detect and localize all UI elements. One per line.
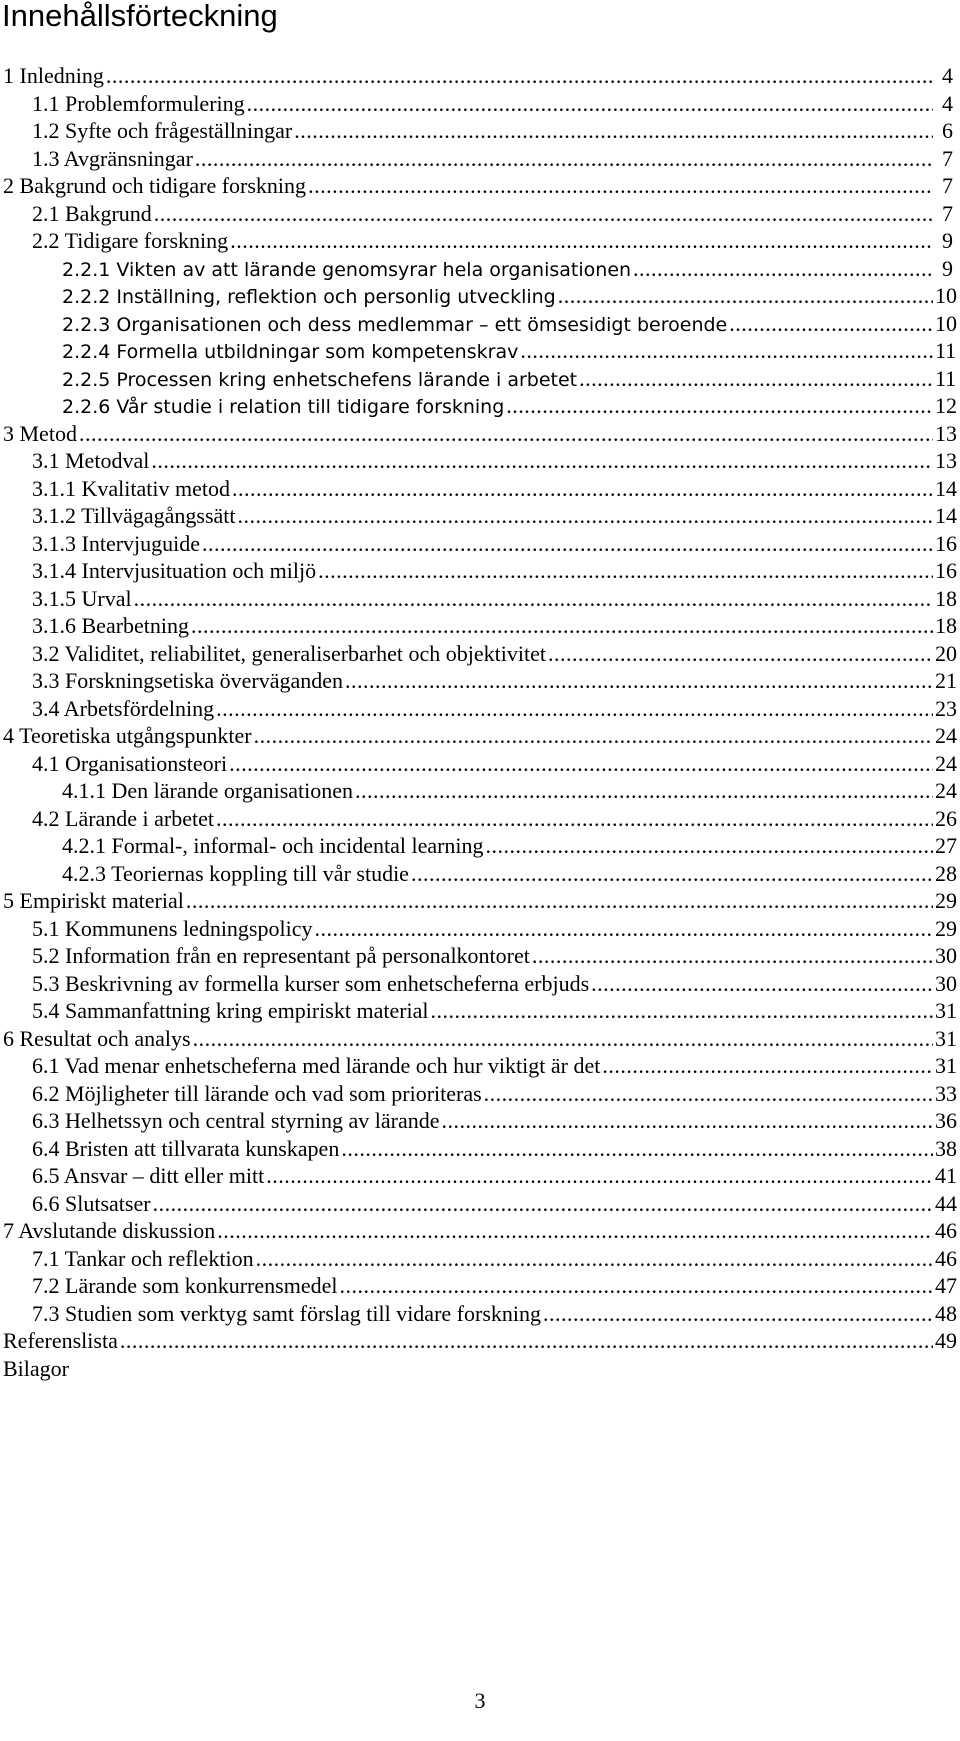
dot-leader [633, 255, 933, 283]
toc-entry-page: 27 [935, 833, 957, 858]
toc-entry-page: 11 [935, 338, 957, 363]
toc-entry[interactable] [0, 1355, 960, 1383]
toc-entry-page: 18 [935, 585, 957, 611]
toc-entry-title: 3 Metod [3, 420, 77, 446]
toc-entry-page: 14 [935, 475, 957, 501]
dot-leader [520, 337, 933, 365]
toc-entry[interactable] [0, 1300, 960, 1328]
toc-entry[interactable] [0, 530, 960, 558]
toc-entry[interactable] [0, 1217, 960, 1245]
dot-leader [345, 667, 933, 695]
dot-leader [339, 1272, 933, 1300]
toc-entry-title: 7.1 Tankar och reflektion [32, 1245, 254, 1271]
toc-entry-page: 13 [935, 420, 957, 446]
toc-entry[interactable] [0, 62, 960, 90]
toc-entry[interactable] [0, 557, 960, 585]
toc-entry[interactable] [0, 392, 960, 420]
toc-entry-title: 4.2 Lärande i arbetet [32, 805, 215, 831]
toc-entry-page: 24 [935, 778, 957, 803]
dot-leader [266, 1162, 933, 1190]
dot-leader [318, 557, 933, 585]
toc-entry[interactable] [0, 1052, 960, 1080]
toc-entry-title: 3.1.1 Kvalitativ metod [32, 475, 230, 501]
toc-entry[interactable] [0, 750, 960, 778]
dot-leader [193, 1025, 933, 1053]
dot-leader [411, 860, 933, 888]
toc-entry[interactable] [0, 612, 960, 640]
dot-leader [134, 585, 933, 613]
toc-entry-title: 2 Bakgrund och tidigare forskning [3, 173, 307, 198]
toc-entry-page: 10 [935, 283, 957, 308]
toc-entry-title: 3.1.4 Intervjusituation och miljö [32, 558, 317, 583]
toc-entry-page: 24 [935, 723, 957, 748]
toc-entry-page: 7 [942, 173, 953, 198]
toc-entry-page: 6 [942, 118, 953, 143]
toc-entry-page: 31 [935, 1025, 957, 1051]
toc-entry[interactable] [0, 310, 960, 338]
toc-entry-title: 4 Teoretiska utgångspunkter [3, 723, 252, 748]
toc-entry-page: 10 [935, 310, 957, 336]
toc-entry[interactable] [0, 695, 960, 723]
toc-entry-page: 4 [942, 90, 953, 116]
toc-entry[interactable] [0, 282, 960, 310]
toc-entry-title: 5.4 Sammanfattning kring empiriskt material [32, 998, 429, 1023]
toc-entry-page: 49 [935, 1328, 957, 1353]
toc-entry-title: 2.2.3 Organisationen och dess medlemmar – ett ömsesidigt beroende [62, 313, 728, 336]
toc-entry[interactable] [0, 640, 960, 668]
toc-entry-title: 6.2 Möjligheter till lärande och vad som prioriteras [32, 1080, 482, 1106]
dot-leader [153, 1190, 933, 1218]
toc-entry[interactable] [0, 1135, 960, 1163]
toc-entry[interactable] [0, 1190, 960, 1218]
toc-entry-page: 30 [935, 943, 957, 968]
toc-entry-page: 16 [935, 558, 957, 583]
toc-entry-page: 23 [935, 695, 957, 721]
toc-entry[interactable] [0, 832, 960, 860]
toc-entry-title: 2.2 Tidigare forskning [32, 228, 229, 253]
toc-entry-page: 12 [935, 393, 957, 418]
toc-entry-title: 2.2.5 Processen kring enhetschefens lärande i arbetet [62, 368, 578, 391]
toc-entry-title: 5.2 Information från en representant på personalkontoret [32, 943, 530, 968]
toc-entry-title: 5 Empiriskt material [3, 888, 184, 913]
dot-leader [216, 695, 933, 723]
toc-entry[interactable] [0, 860, 960, 888]
dot-leader [314, 915, 933, 943]
toc-entry-title: 5.3 Beskrivning av formella kurser som enhetscheferna erbjuds [32, 970, 590, 996]
toc-entry[interactable] [0, 420, 960, 448]
dot-leader [216, 805, 933, 833]
toc-entry-title: 6.5 Ansvar – ditt eller mitt [32, 1163, 265, 1188]
toc-entry-page: 9 [942, 228, 953, 253]
toc-entry-page: 29 [935, 888, 957, 913]
toc-entry-title: 7 Avslutande diskussion [3, 1218, 216, 1243]
dot-leader [151, 447, 933, 475]
toc-entry-page: 36 [935, 1108, 957, 1133]
toc-entry[interactable] [0, 1162, 960, 1190]
dot-leader [486, 832, 933, 860]
toc-entry[interactable] [0, 585, 960, 613]
toc-entry-title: 1.1 Problemformulering [32, 90, 245, 116]
toc-entry-page: 46 [935, 1218, 957, 1243]
toc-entry-page: 31 [935, 998, 957, 1023]
toc-entry[interactable] [0, 255, 960, 283]
toc-entry-title: 3.1.5 Urval [32, 585, 132, 611]
dot-leader [186, 887, 933, 915]
toc-entry-title: 1.3 Avgränsningar [32, 145, 193, 171]
toc-entry-title: 3.3 Forskningsetiska överväganden [32, 668, 343, 693]
toc-entry-title: 3.2 Validitet, reliabilitet, generaliserbarhet och objektivitet [32, 640, 546, 666]
toc-entry[interactable] [0, 117, 960, 145]
dot-leader [441, 1107, 933, 1135]
toc-entry[interactable] [0, 1080, 960, 1108]
dot-leader [195, 145, 933, 173]
toc-entry[interactable] [0, 1272, 960, 1300]
toc-entry-title: 3.1.2 Tillvägagångssätt [32, 503, 236, 528]
toc-entry[interactable] [0, 777, 960, 805]
toc-entry-title: 6.6 Slutsatser [32, 1190, 151, 1216]
toc-entry[interactable] [0, 337, 960, 365]
toc-entry-page: 7 [942, 145, 953, 171]
dot-leader [543, 1300, 933, 1328]
toc-entry-page: 44 [935, 1190, 957, 1216]
toc-entry[interactable] [0, 1025, 960, 1053]
dot-leader [484, 1080, 933, 1108]
toc-entry-page: 28 [935, 860, 957, 886]
toc-entry-page: 31 [935, 1053, 957, 1078]
toc-entry-title: 2.2.4 Formella utbildningar som kompetenskrav [62, 341, 519, 363]
toc-entry-title: 4.1 Organisationsteori [32, 750, 228, 776]
dot-leader [154, 200, 933, 228]
toc-entry[interactable] [0, 942, 960, 970]
toc-entry-title: 7.2 Lärande som konkurrensmedel [32, 1273, 338, 1298]
toc-entry-title: 2.2.2 Inställning, reflektion och personlig utveckling [62, 286, 556, 308]
toc-entry-page: 14 [935, 503, 957, 528]
dot-leader [558, 282, 933, 310]
toc-entry-page: 18 [935, 613, 957, 638]
dot-leader [217, 1217, 933, 1245]
toc-entry-title: 4.1.1 Den lärande organisationen [62, 778, 354, 803]
dot-leader [591, 970, 933, 998]
toc-entry-title: Bilagor [3, 1355, 69, 1381]
toc-entry[interactable] [0, 1327, 960, 1355]
page-number: 3 [474, 1688, 486, 1713]
toc-entry-page: 33 [935, 1080, 957, 1106]
toc-entry[interactable] [0, 502, 960, 530]
toc-entry-page: 30 [935, 970, 957, 996]
dot-leader [232, 475, 933, 503]
dot-leader [202, 530, 933, 558]
toc-entry-page: 26 [935, 805, 957, 831]
toc-entry[interactable] [0, 722, 960, 750]
toc-entry-title: 4.2.1 Formal-, informal- och incidental learning [62, 833, 484, 858]
dot-leader [506, 392, 933, 420]
toc-entry-title: 7.3 Studien som verktyg samt förslag till vidare forskning [32, 1300, 541, 1326]
toc-entry-page: 46 [935, 1245, 957, 1271]
toc-entry-title: 2.2.6 Vår studie i relation till tidigare forskning [62, 396, 505, 418]
toc-entry-page: 29 [935, 915, 957, 941]
toc-entry[interactable] [0, 172, 960, 200]
toc-entry-title: 1 Inledning [3, 63, 104, 88]
toc-entry-title: 3.1.3 Intervjuguide [32, 530, 201, 556]
toc-entry[interactable] [0, 667, 960, 695]
dot-leader [729, 310, 933, 338]
toc-entry-page: 7 [942, 200, 953, 226]
toc-entry-title: Referenslista [3, 1328, 118, 1353]
toc-entry-title: 3.1.6 Bearbetning [32, 613, 190, 638]
toc-entry-page: 13 [935, 448, 957, 473]
dot-leader [431, 997, 933, 1025]
page-title: Innehållsförteckning [2, 0, 278, 33]
toc-entry[interactable] [0, 970, 960, 998]
dot-leader [602, 1052, 933, 1080]
toc-entry-page: 9 [942, 255, 953, 281]
dot-leader [191, 612, 933, 640]
table-of-contents [0, 62, 960, 1382]
toc-entry-title: 2.2.1 Vikten av att lärande genomsyrar hela organisationen [62, 258, 632, 281]
toc-entry-title: 6 Resultat och analys [3, 1025, 191, 1051]
toc-entry-page: 21 [935, 668, 957, 693]
dot-leader [230, 227, 933, 255]
dot-leader [256, 1245, 933, 1273]
toc-entry-title: 6.4 Bristen att tillvarata kunskapen [32, 1135, 340, 1161]
toc-entry[interactable] [0, 997, 960, 1025]
dot-leader [79, 420, 933, 448]
toc-entry[interactable] [0, 1107, 960, 1135]
toc-entry[interactable] [0, 805, 960, 833]
dot-leader [254, 722, 933, 750]
toc-entry-title: 5.1 Kommunens ledningspolicy [32, 915, 313, 941]
toc-entry[interactable] [0, 447, 960, 475]
dot-leader [294, 117, 933, 145]
toc-entry-page: 41 [935, 1163, 957, 1188]
dot-leader [229, 750, 933, 778]
dot-leader [355, 777, 933, 805]
toc-entry[interactable] [0, 1245, 960, 1273]
toc-entry-page: 16 [935, 530, 957, 556]
toc-entry-page: 24 [935, 750, 957, 776]
toc-entry[interactable] [0, 90, 960, 118]
toc-entry-page: 47 [935, 1273, 957, 1298]
toc-entry[interactable] [0, 915, 960, 943]
dot-leader [308, 172, 933, 200]
toc-entry-page: 4 [942, 63, 953, 88]
toc-entry-title: 3.4 Arbetsfördelning [32, 695, 215, 721]
toc-entry[interactable] [0, 145, 960, 173]
toc-entry-title: 3.1 Metodval [32, 448, 150, 473]
toc-entry-page: 11 [935, 365, 957, 391]
toc-entry[interactable] [0, 227, 960, 255]
toc-entry-title: 4.2.3 Teoriernas koppling till vår studie [62, 860, 409, 886]
dot-leader [532, 942, 933, 970]
toc-entry-page: 48 [935, 1300, 957, 1326]
dot-leader [548, 640, 933, 668]
dot-leader [120, 1327, 933, 1355]
dot-leader [579, 365, 933, 393]
toc-entry[interactable] [0, 475, 960, 503]
toc-entry[interactable] [0, 200, 960, 228]
toc-entry-title: 6.1 Vad menar enhetscheferna med lärande och hur viktigt är det [32, 1053, 601, 1078]
toc-entry[interactable] [0, 887, 960, 915]
toc-entry-title: 2.1 Bakgrund [32, 200, 152, 226]
dot-leader [341, 1135, 933, 1163]
dot-leader [247, 90, 933, 118]
toc-entry-page: 38 [935, 1135, 957, 1161]
toc-entry-title: 1.2 Syfte och frågeställningar [32, 118, 293, 143]
toc-entry-title: 6.3 Helhetssyn och central styrning av lärande [32, 1108, 440, 1133]
toc-entry-page: 20 [935, 640, 957, 666]
dot-leader [106, 62, 933, 90]
toc-entry[interactable] [0, 365, 960, 393]
dot-leader [238, 502, 933, 530]
